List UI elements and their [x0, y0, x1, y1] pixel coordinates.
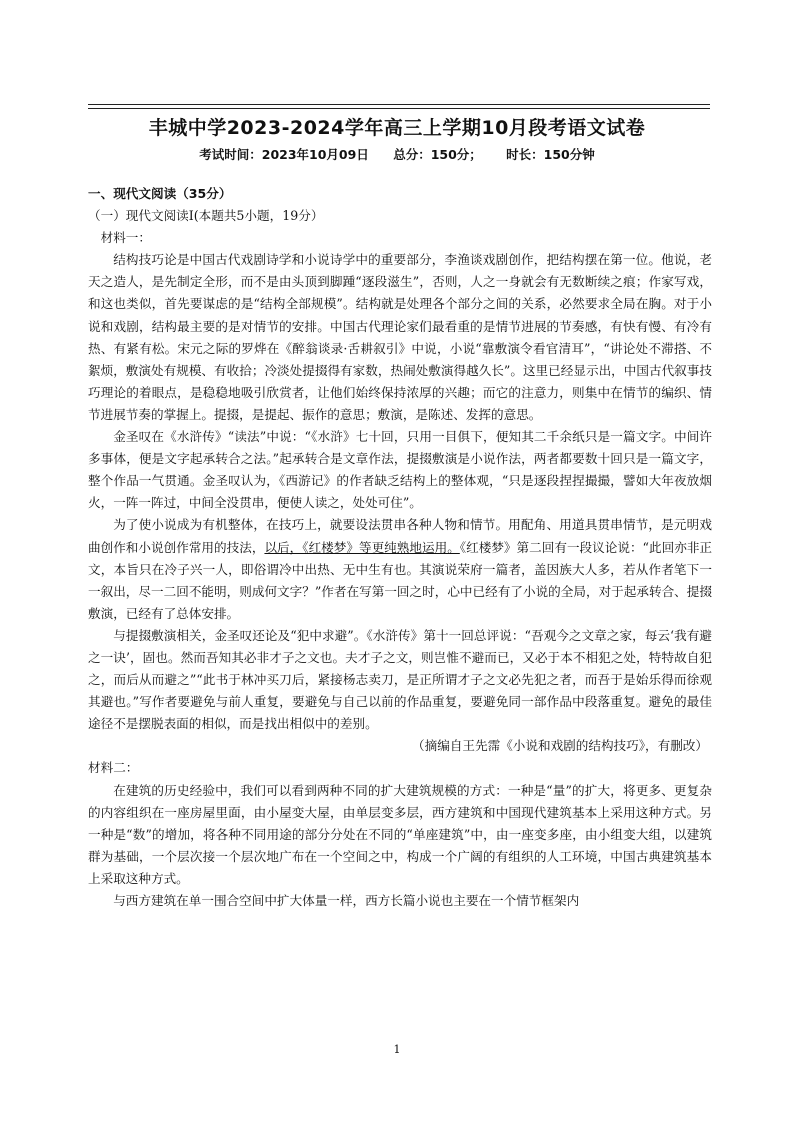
- material-1-label: 材料一：: [100, 230, 151, 246]
- header-rule-top: [88, 104, 710, 105]
- exam-info: [0, 145, 794, 163]
- paragraph-4: 与提掇敷演相关，金圣叹还论及“犯中求避”。《水浒传》第十一回总评说：“吾观今之文章之家，每云‘我有避之一诀’，固也。然而吾知其必非才子之文也。夫才子之文，则岂惟不避而已，又必于本不相犯之处，特特故自犯之，而后从而避之”“此书于林冲买刀后，紧接杨志卖刀，是正所谓才子之文必先犯之者，而吾于是始乐得而徐观其避也。”写作者要避免与前人重复，要避免与自己以前的作品重复，要避免同一部作品中段落重复。避免的最佳途径不是摆脱表面的相似，而是找出相似中的差别。: [88, 627, 712, 732]
- exam-duration: 时长：150分钟: [506, 147, 595, 162]
- paragraph-1: 结构技巧论是中国古代戏剧诗学和小说诗学中的重要部分，李渔谈戏剧创作，把结构摆在第一位。他说，老天之造人，是先制定全形，而不是由头顶到脚踵“逐段滋生”，否则，人之一身就会有无数断续之痕；作家写戏，和这也类似，首先要谋虑的是“结构全部规模”。结构就是处理各个部分之间的关系，必然要求全局在胸。对于小说和戏剧，结构最主要的是对情节的安排。中国古代理论家们最看重的是情节进展的节奏感，有快有慢、有冷有热、有紧有松。宋元之际的罗烨在《醉翁谈录·舌耕叙引》中说，小说“靠敷演令看官清耳”，“讲论处不滞搭、不絮烦，敷演处有规模、有收拾；冷淡处提掇得有家数，热闹处敷演得越久长”。这里已经显示出，中国古代叙事技巧理论的着眼点，是稳稳地吸引欣赏者，让他们始终保持浓厚的兴趣；而它的注意力，则集中在情节的编织、情节进展节奏的掌握上。提掇，是提起、振作的意思；敷演，是陈述、发挥的意思。: [88, 252, 712, 422]
- exam-time: 考试时间：2023年10月09日: [199, 147, 369, 162]
- section-subheading: （一）现代文阅读Ⅰ(本题共5小题，19分）: [88, 208, 324, 224]
- underlined-sentence: 以后，《红楼梦》等更纯熟地运用。: [264, 539, 460, 555]
- paragraph-5: 在建筑的历史经验中，我们可以看到两种不同的扩大建筑规模的方式：一种是“量”的扩大，将更多、更复杂的内容组织在一座房屋里面，由小屋变大屋，由单层变多层，西方建筑和中国现代建筑基本上采用这种方式。另一种是“数”的增加，将各种不同用途的部分分处在不同的“单座建筑”中，由一座变多座，由小组变大组，以建筑群为基础，一个层次接一个层次地广布在一个空间之中，构成一个广阔的有组织的人工环境，中国古典建筑基本上采取这种方式。: [88, 782, 712, 886]
- source-citation: （摘编自王先霈《小说和戏剧的结构技巧》，有删改）: [412, 738, 708, 754]
- paragraph-3-part-b: 《红楼梦》第二回有一段议论说：“此回亦非正文，本旨只在冷子兴一人，即俗谓冷中出热、无中生有也。其演说荣府一篇者，盖因族大人多，若从作者笔下一一叙出，尽一二回不能明，则成何文字？”作者在写第一回之时，心中已经有了小说的全局，对于起承转合、提掇敷演，已经有了总体安排。: [88, 539, 713, 621]
- header-rule-bottom: [88, 108, 710, 109]
- paragraph-3: [88, 514, 712, 624]
- section-heading: 一、现代文阅读（35分）: [88, 186, 232, 201]
- paragraph-2: 金圣叹在《水浒传》“读法”中说：“《水浒》七十回，只用一目俱下，便知其二千余纸只是一篇文字。中间许多事体，便是文字起承转合之法。”起承转合是文章作法，提掇敷演是小说作法，两者都要数十回只是一篇文字，整个作品一气贯通。金圣叹认为，《西游记》的作者缺乏结构上的整体观，“只是逐段捏捏撮撮，譬如大年夜放烟火，一阵一阵过，中间全没贯串，便使人读之，处处可住”。: [88, 429, 712, 511]
- total-score: 总分：150分；: [393, 147, 482, 162]
- reading-section: [88, 183, 712, 912]
- paragraph-3-part-a: 为了使小说成为有机整体，在技巧上，就要设法贯串各种人物和情节。用配角、用道具贯串情节，是元明戏曲创作和小说创作常用的技法，: [88, 517, 712, 555]
- material-2-label: 材料二：: [88, 760, 139, 776]
- exam-title: 丰城中学2023-2024学年高三上学期10月段考语文试卷: [148, 117, 646, 139]
- page-number: 1: [393, 1043, 401, 1056]
- paragraph-6: 与西方建筑在单一围合空间中扩大体量一样，西方长篇小说也主要在一个情节框架内: [113, 893, 580, 908]
